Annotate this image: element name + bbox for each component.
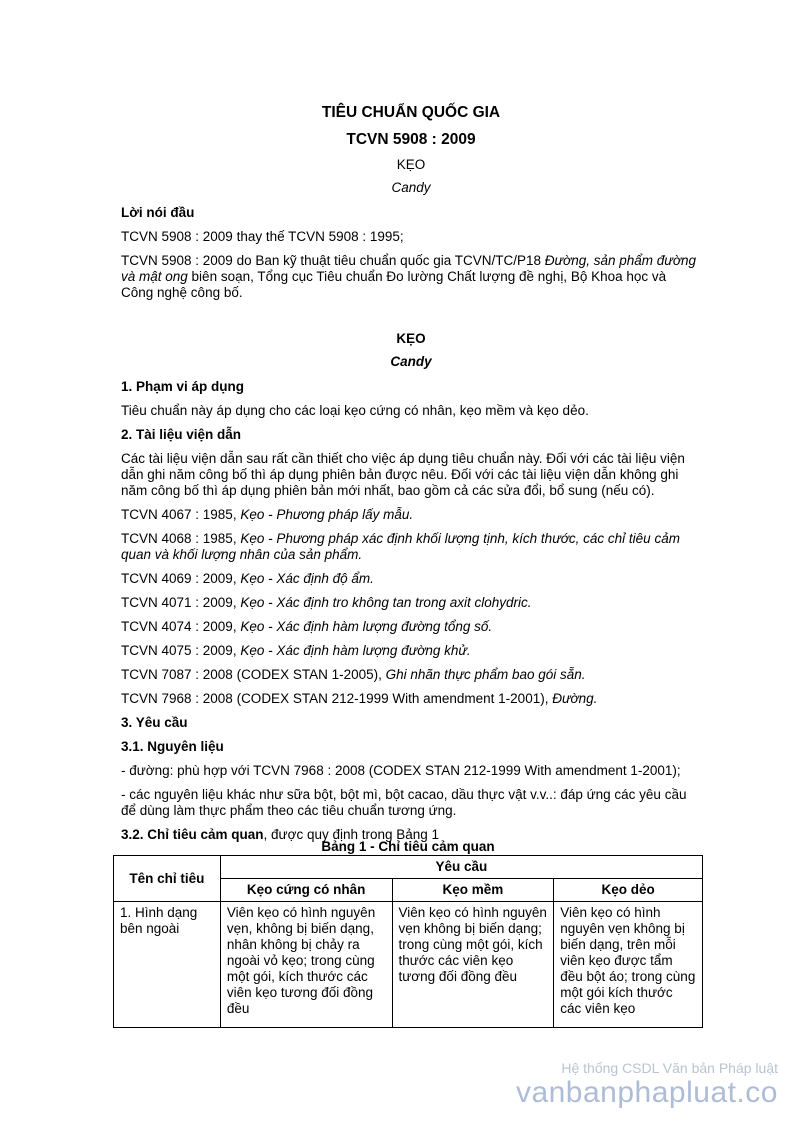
table-row	[114, 902, 703, 1028]
reference-item: TCVN 7087 : 2008 (CODEX STAN 1-2005), Ghi nhãn thực phẩm bao gói sẵn.	[121, 667, 586, 682]
requirements-heading: 3. Yêu cầu	[121, 715, 188, 730]
row-soft-candy: Viên kẹo có hình nguyên vẹn không bị biến dạng; trong cùng một gói, kích thước các viên kẹo tương đối đồng đều	[392, 902, 554, 1028]
watermark-line-1: Hệ thống CSDL Văn bản Pháp luật	[561, 1060, 778, 1076]
raw-materials-sugar: - đường: phù hợp với TCVN 7968 : 2008 (CODEX STAN 212-1999 With amendment 1-2001);	[121, 763, 681, 778]
section-title-vi: KẸO	[396, 331, 426, 346]
row-hard-candy: Viên kẹo có hình nguyên vẹn, không bị biến dạng, nhân không bị chảy ra ngoài vỏ kẹo; trong cùng một gói, kích thước các viên kẹo tương đối đồng đều	[220, 902, 392, 1028]
row-criteria-name: 1. Hình dạng bên ngoài	[114, 902, 221, 1028]
header-requirements: Yêu cầu	[220, 856, 702, 879]
scope-text: Tiêu chuẩn này áp dụng cho các loại kẹo cứng có nhân, kẹo mềm và kẹo dẻo.	[121, 403, 589, 418]
document-body	[121, 104, 701, 851]
header-criteria: Tên chỉ tiêu	[114, 856, 221, 902]
doc-code: TCVN 5908 : 2009	[346, 131, 476, 148]
foreword-heading: Lời nói đầu	[121, 205, 195, 220]
reference-item: TCVN 4069 : 2009, Kẹo - Xác định độ ẩm.	[121, 571, 374, 586]
raw-materials-heading: 3.1. Nguyên liệu	[121, 739, 224, 754]
watermark-line-2: vanbanphapluat.co	[515, 1076, 778, 1109]
table-header-row	[114, 856, 703, 879]
reference-item: TCVN 4068 : 1985, Kẹo - Phương pháp xác định khối lượng tịnh, kích thước, các chỉ tiêu cảm quan và khối lượng nhân của sản phẩm.	[121, 531, 680, 562]
header-soft-candy: Kẹo mềm	[392, 879, 554, 902]
reference-item: TCVN 4074 : 2009, Kẹo - Xác định hàm lượng đường tổng số.	[121, 619, 493, 634]
doc-title: TIÊU CHUẨN QUỐC GIA	[321, 104, 501, 121]
doc-name-vi: KẸO	[396, 157, 426, 172]
reference-item: TCVN 7968 : 2008 (CODEX STAN 212-1999 With amendment 1-2001), Đường.	[121, 691, 598, 706]
doc-name-en: Candy	[391, 180, 431, 195]
section-title-en: Candy	[390, 354, 432, 369]
foreword-paragraph-1: TCVN 5908 : 2009 thay thế TCVN 5908 : 1995;	[121, 229, 404, 244]
raw-materials-other: - các nguyên liệu khác như sữa bột, bột mì, bột cacao, dầu thực vật v.v..: đáp ứng các yêu cầu để dùng làm thực phẩm theo các tiêu chuẩn tương ứng.	[121, 787, 687, 818]
reference-item: TCVN 4067 : 1985, Kẹo - Phương pháp lấy mẫu.	[121, 507, 414, 522]
references-intro: Các tài liệu viện dẫn sau rất cần thiết cho việc áp dụng tiêu chuẩn này. Đối với các tài liệu viện dẫn ghi năm công bố thì áp dụng phiên bản được nêu. Đối với các tài liệu viện dẫn không ghi năm công bố thì áp dụng phiên bản mới nhất, bao gồm cả các sửa đổi, bổ sung (nếu có).	[121, 451, 685, 498]
row-jelly-candy: Viên kẹo có hình nguyên vẹn không bị biến dạng, trên mỗi viên kẹo được tẩm đều bột áo; trong cùng một gói kích thước các viên kẹo	[554, 902, 703, 1028]
sensory-heading: 3.2. Chỉ tiêu cảm quan, được quy định trong Bảng 1	[121, 827, 440, 842]
header-hard-candy: Kẹo cứng có nhân	[220, 879, 392, 902]
reference-item: TCVN 4075 : 2009, Kẹo - Xác định hàm lượng đường khử.	[121, 643, 471, 658]
sensory-table	[113, 855, 703, 1028]
references-list	[121, 507, 701, 707]
header-jelly-candy: Kẹo dẻo	[554, 879, 703, 902]
reference-item: TCVN 4071 : 2009, Kẹo - Xác định tro không tan trong axit clohydric.	[121, 595, 532, 610]
references-heading: 2. Tài liệu viện dẫn	[121, 427, 242, 442]
table-caption: Bảng 1 - Chỉ tiêu cảm quan	[321, 839, 495, 854]
foreword-paragraph-2: TCVN 5908 : 2009 do Ban kỹ thuật tiêu chuẩn quốc gia TCVN/TC/P18 Đường, sản phẩm đường và mật ong biên soạn, Tổng cục Tiêu chuẩn Đo lường Chất lượng đề nghị, Bộ Khoa học và Công nghệ công bố.	[121, 253, 697, 300]
scope-heading: 1. Phạm vi áp dụng	[121, 379, 245, 394]
